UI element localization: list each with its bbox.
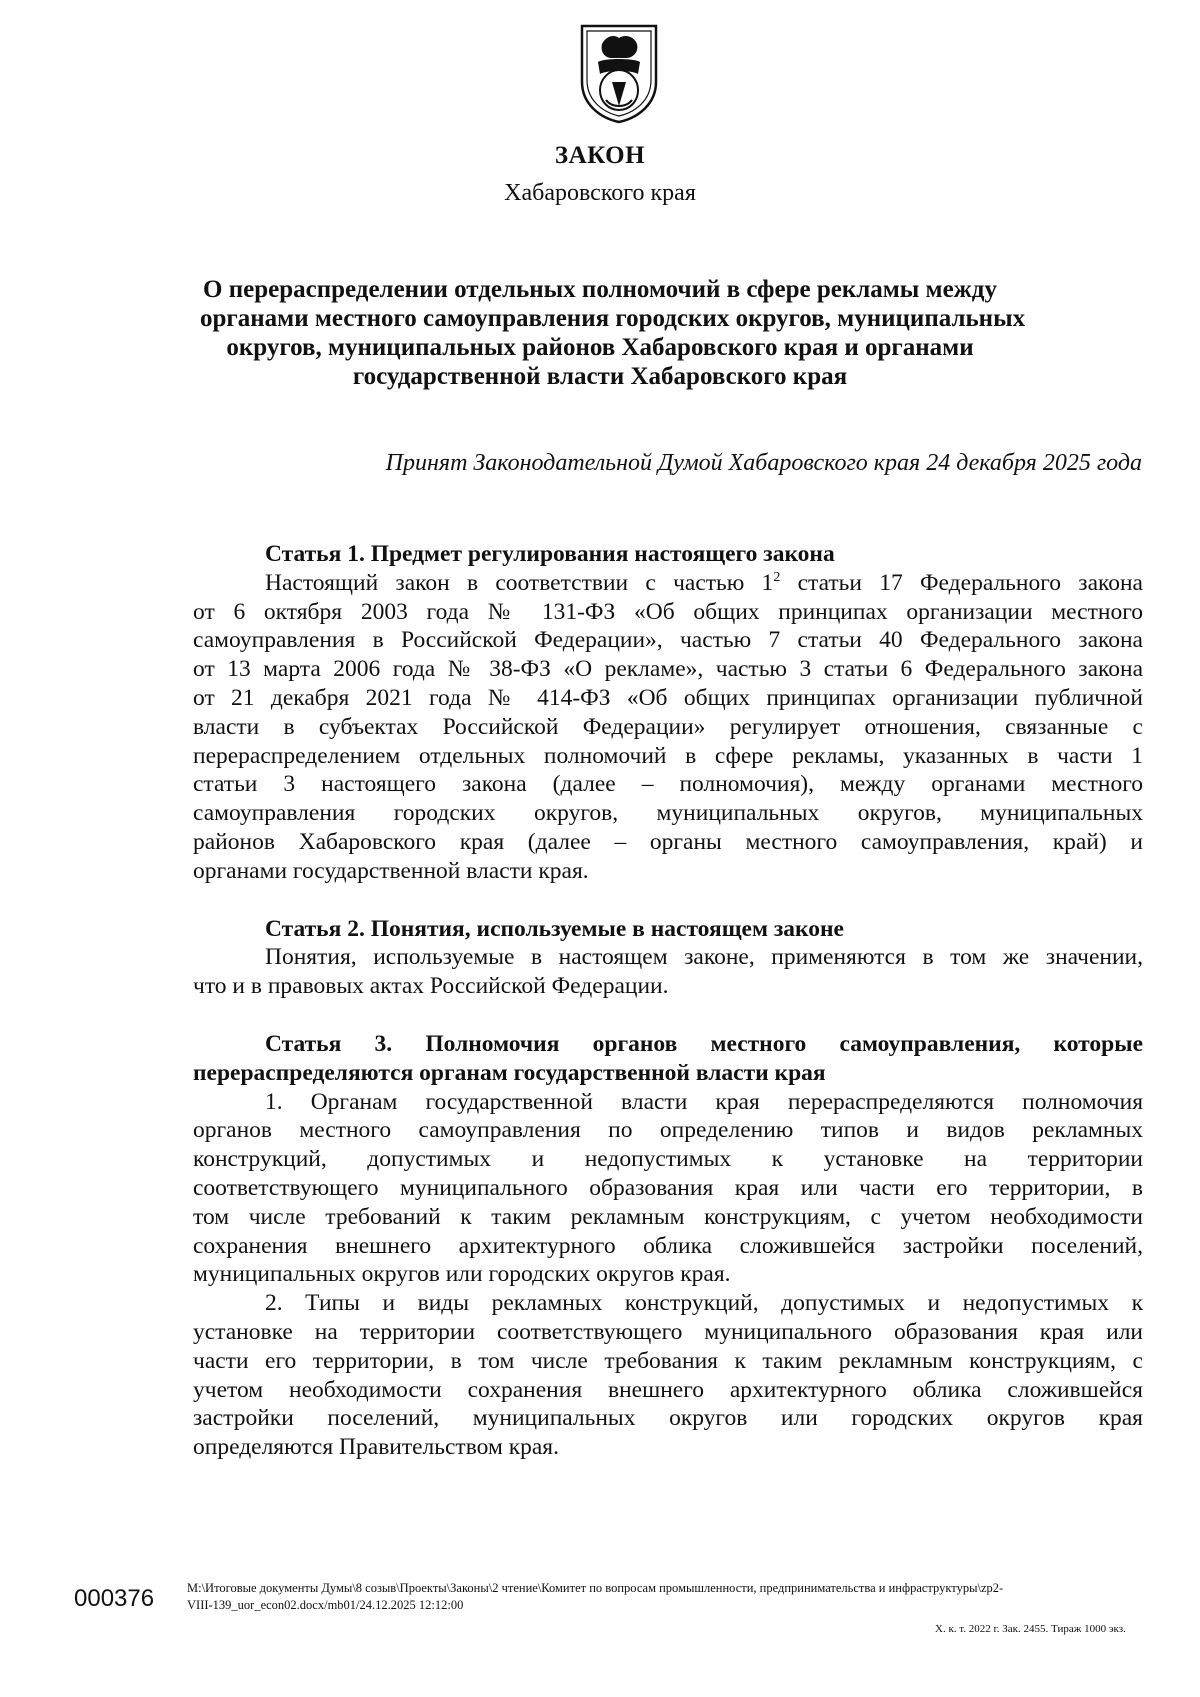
khabarovsk-coat-of-arms-icon: [578, 22, 660, 124]
law-title-line: государственной власти Хабаровского края: [352, 363, 848, 390]
article-3-p2-line: установке на территории соответствующего муниципального образования края или: [193, 1318, 1143, 1345]
law-label: ЗАКОН: [554, 142, 646, 169]
article-3-p1-line: конструкций, допустимых и недопустимых к установке на территории: [193, 1146, 1143, 1173]
file-path-line: VIII-139_uor_econ02.docx/mb01/24.12.2025 12:12:00: [187, 1598, 464, 1612]
law-body: [193, 540, 1143, 1462]
article-1-line: власти в субъектах Российской Федерации» регулирует отношения, связанные с: [193, 713, 1143, 740]
article-3-heading: Статья 3. Полномочия органов местного самоуправления, которые: [265, 1030, 1143, 1057]
law-title: [200, 275, 1026, 391]
article-3-p2-line: учетом необходимости сохранения внешнего архитектурного облика сложившейся: [193, 1376, 1143, 1403]
law-region: Хабаровского края: [504, 180, 696, 206]
article-1-line: [193, 569, 1143, 598]
article-2-heading: Статья 2. Понятия, используемые в настоящем законе: [265, 915, 844, 942]
law-title-line: округов, муниципальных районов Хабаровского края и органами: [226, 334, 974, 361]
article-3-p2-line: 2. Типы и виды рекламных конструкций, допустимых и недопустимых к: [265, 1290, 1143, 1317]
article-3-p1-line: органов местного самоуправления по определению типов и видов рекламных: [193, 1117, 1143, 1144]
article-2-line: Понятия, используемые в настоящем законе, применяются в том же значении,: [265, 944, 1143, 971]
article-3-p2-line: определяются Правительством края.: [193, 1434, 559, 1461]
print-info: Х. к. т. 2022 г. Зак. 2455. Тираж 1000 экз.: [935, 1623, 1126, 1635]
article-1-line: самоуправления в Российской Федерации», частью 7 статьи 40 Федерального закона: [193, 627, 1143, 654]
article-3-p1-line: том числе требований к таким рекламным конструкциям, с учетом необходимости: [193, 1203, 1143, 1230]
article-1-heading: Статья 1. Предмет регулирования настоящего закона: [265, 541, 835, 567]
article-3-p1-line: 1. Органам государственной власти края перераспределяются полномочия: [265, 1088, 1143, 1115]
law-title-line: О перераспределении отдельных полномочий в сфере рекламы между: [203, 276, 997, 303]
article-1-line: от 21 декабря 2021 года № 414-ФЗ «Об общих принципах организации публичной: [193, 684, 1143, 711]
file-path-line: М:\Итоговые документы Думы\8 созыв\Проекты\Законы\2 чтение\Комитет по вопросам промышленности, предпринимательства и инфраструктуры\zp2-: [187, 1581, 1004, 1595]
article-1-line: органами государственной власти края.: [193, 857, 589, 884]
article-1-line: перераспределением отдельных полномочий в сфере рекламы, указанных в части 1: [193, 742, 1143, 769]
article-1-line: статьи 3 настоящего закона (далее – полномочия), между органами местного: [193, 771, 1143, 798]
article-3-p1-line: соответствующего муниципального образования края или части его территории, в: [193, 1174, 1143, 1201]
law-title-line: органами местного самоуправления городских округов, муниципальных: [200, 305, 1026, 332]
document-number: 000376: [74, 1585, 155, 1612]
article-3-heading: перераспределяются органам государственной власти края: [193, 1059, 826, 1086]
adoption-note: Принят Законодательной Думой Хабаровского края 24 декабря 2025 года: [385, 450, 1142, 476]
file-path: [187, 1580, 1147, 1614]
article-2-line: что и в правовых актах Российской Федерации.: [193, 973, 669, 1000]
article-1-line: самоуправления городских округов, муниципальных округов, муниципальных: [193, 800, 1143, 827]
superscript: 2: [773, 569, 781, 585]
article-1-line: от 6 октября 2003 года № 131-ФЗ «Об общих принципах организации местного: [193, 598, 1143, 625]
article-1-line: от 13 марта 2006 года № 38-ФЗ «О рекламе», частью 3 статьи 6 Федерального закона: [193, 656, 1143, 683]
article-1-text: статьи 17 Федерального закона: [780, 569, 1143, 596]
article-3-p1-line: муниципальных округов или городских округов края.: [193, 1261, 731, 1288]
article-1-line: районов Хабаровского края (далее – органы местного самоуправления, край) и: [193, 828, 1143, 855]
article-3-p2-line: части его территории, в том числе требования к таким рекламным конструкциям, с: [193, 1347, 1143, 1374]
article-3-p1-line: сохранения внешнего архитектурного облика сложившейся застройки поселений,: [193, 1232, 1143, 1259]
article-1-text: Настоящий закон в соответствии с частью 1: [265, 569, 774, 596]
article-3-p2-line: застройки поселений, муниципальных округов или городских округов края: [193, 1405, 1143, 1432]
